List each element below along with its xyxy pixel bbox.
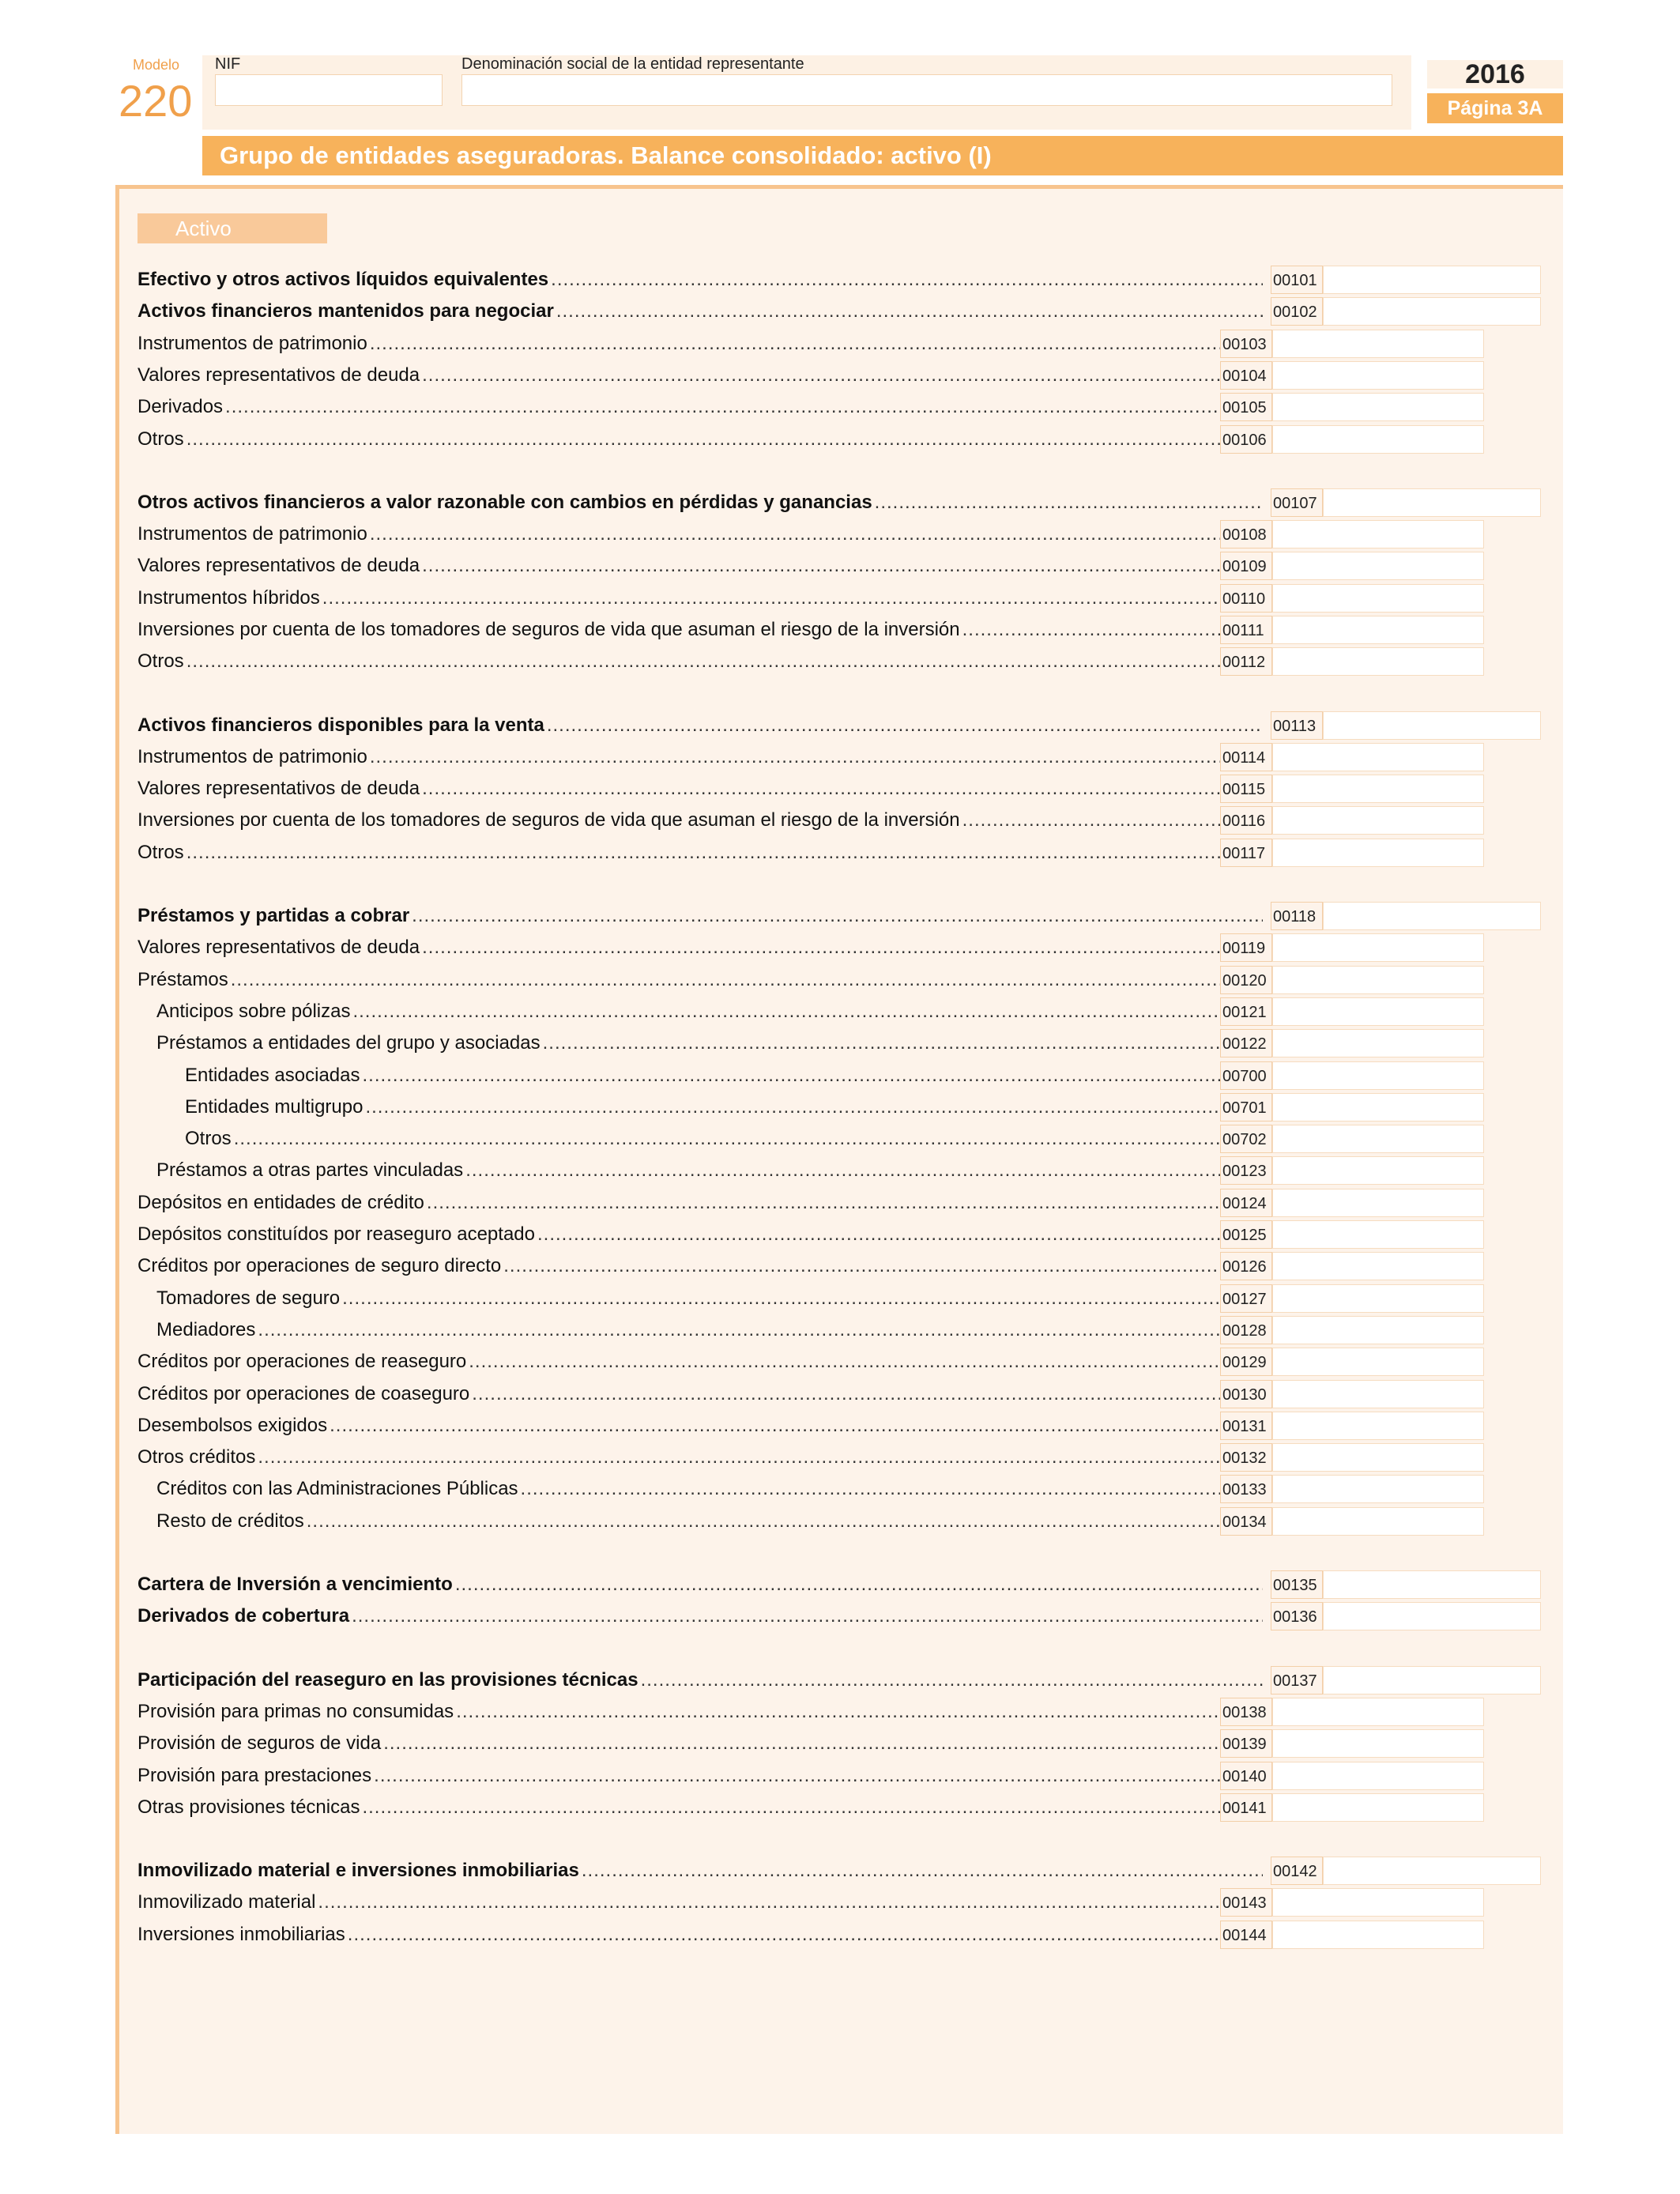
row-label-wrap xyxy=(137,1792,1220,1823)
amount-field[interactable] xyxy=(1272,1220,1484,1249)
row-label: Inversiones por cuenta de los tomadores de seguros de vida que asuman el riesgo de la inversión xyxy=(137,619,960,640)
row-label: Instrumentos de patrimonio xyxy=(137,523,367,545)
leader-dots xyxy=(348,1924,1220,1946)
box-code: 00120 xyxy=(1220,966,1272,994)
leader-dots xyxy=(362,1796,1220,1819)
amount-field[interactable] xyxy=(1272,1284,1484,1313)
box-code: 00105 xyxy=(1220,393,1272,421)
leader-dots xyxy=(465,1159,1220,1182)
amount-field[interactable] xyxy=(1323,297,1541,326)
leader-dots xyxy=(186,842,1220,864)
row-label: Entidades asociadas xyxy=(185,1065,360,1086)
leader-dots xyxy=(342,1287,1220,1310)
row-label-wrap xyxy=(137,550,1220,582)
row-label: Otros créditos xyxy=(137,1446,256,1468)
amount-field[interactable] xyxy=(1323,902,1541,930)
amount-field[interactable] xyxy=(1272,1189,1484,1217)
row-label-wrap xyxy=(137,1027,1220,1059)
box-code: 00117 xyxy=(1220,839,1272,867)
box-code: 00114 xyxy=(1220,743,1272,771)
amount-field[interactable] xyxy=(1272,1380,1484,1408)
row-label-wrap xyxy=(137,1600,1263,1632)
leader-dots xyxy=(641,1669,1263,1691)
row-label: Instrumentos híbridos xyxy=(137,587,320,609)
modelo-label: Modelo xyxy=(133,57,180,73)
row-label: Cartera de Inversión a vencimiento xyxy=(137,1574,453,1595)
leader-dots xyxy=(543,1032,1220,1054)
box-code: 00137 xyxy=(1271,1666,1323,1695)
row-label-wrap xyxy=(137,391,1220,423)
amount-field[interactable] xyxy=(1272,1475,1484,1503)
amount-field[interactable] xyxy=(1323,1570,1541,1599)
row-label: Provisión de seguros de vida xyxy=(137,1732,382,1754)
row-label-wrap xyxy=(137,1728,1220,1759)
row-label: Inmovilizado material e inversiones inmobiliarias xyxy=(137,1860,579,1881)
box-code: 00134 xyxy=(1220,1507,1272,1536)
row-label: Otras provisiones técnicas xyxy=(137,1796,360,1818)
row-label: Efectivo y otros activos líquidos equivalentes xyxy=(137,269,549,290)
box-code: 00131 xyxy=(1220,1412,1272,1440)
amount-field[interactable] xyxy=(1272,1698,1484,1726)
row-label: Derivados xyxy=(137,396,224,417)
leader-dots xyxy=(186,650,1220,673)
amount-field[interactable] xyxy=(1272,1093,1484,1122)
box-code: 00103 xyxy=(1220,330,1272,358)
leader-dots xyxy=(547,714,1263,737)
box-code: 00119 xyxy=(1220,933,1272,962)
leader-dots xyxy=(258,1319,1220,1341)
leader-dots xyxy=(875,492,1263,514)
row-label-wrap xyxy=(137,773,1220,805)
row-label: Valores representativos de deuda xyxy=(137,937,420,958)
row-label: Tomadores de seguro xyxy=(156,1287,341,1309)
row-label: Créditos por operaciones de seguro directo xyxy=(137,1255,502,1276)
row-label: Anticipos sobre pólizas xyxy=(156,1001,351,1022)
row-label-wrap xyxy=(137,1060,1220,1091)
row-label-wrap xyxy=(137,646,1220,677)
row-label-wrap xyxy=(137,1250,1220,1282)
leader-dots xyxy=(412,905,1263,927)
amount-field[interactable] xyxy=(1272,361,1484,390)
amount-field[interactable] xyxy=(1272,1412,1484,1440)
amount-field[interactable] xyxy=(1272,1507,1484,1536)
amount-field[interactable] xyxy=(1272,330,1484,358)
leader-dots xyxy=(472,1383,1220,1405)
row-label-wrap xyxy=(137,1155,1220,1186)
amount-field[interactable] xyxy=(1272,1348,1484,1376)
leader-dots xyxy=(225,396,1220,418)
amount-field[interactable] xyxy=(1272,1888,1484,1917)
row-label: Otros activos financieros a valor razonable con cambios en pérdidas y ganancias xyxy=(137,492,872,513)
row-label-wrap xyxy=(137,328,1220,360)
amount-field[interactable] xyxy=(1272,616,1484,644)
leader-dots xyxy=(503,1255,1220,1277)
box-code: 00133 xyxy=(1220,1475,1272,1503)
box-code: 00122 xyxy=(1220,1029,1272,1057)
row-label: Valores representativos de deuda xyxy=(137,778,420,799)
row-label-wrap xyxy=(137,1346,1220,1378)
amount-field[interactable] xyxy=(1272,997,1484,1026)
row-label: Activos financieros mantenidos para negociar xyxy=(137,300,554,322)
year: 2016 xyxy=(1465,59,1525,89)
amount-field[interactable] xyxy=(1272,552,1484,580)
box-code: 00138 xyxy=(1220,1698,1272,1726)
amount-field[interactable] xyxy=(1272,1729,1484,1758)
leader-dots xyxy=(322,587,1220,609)
box-code: 00143 xyxy=(1220,1888,1272,1917)
row-label-wrap xyxy=(137,837,1220,869)
row-label-wrap xyxy=(137,1473,1220,1505)
leader-dots xyxy=(582,1860,1263,1882)
leader-dots xyxy=(370,333,1220,355)
box-code: 00109 xyxy=(1220,552,1272,580)
leader-dots xyxy=(422,937,1220,959)
box-code: 00102 xyxy=(1271,297,1323,326)
row-label: Otros xyxy=(185,1128,232,1149)
subsection-label: Activo xyxy=(137,213,327,243)
leader-dots xyxy=(422,778,1220,800)
amount-field[interactable] xyxy=(1272,1793,1484,1822)
box-code: 00116 xyxy=(1220,806,1272,835)
page-badge: Página 3A xyxy=(1427,93,1563,123)
row-label-wrap xyxy=(137,518,1220,550)
box-code: 00118 xyxy=(1271,902,1323,930)
amount-field[interactable] xyxy=(1323,1857,1541,1885)
box-code: 00702 xyxy=(1220,1125,1272,1153)
leader-dots xyxy=(307,1510,1220,1532)
row-label: Préstamos y partidas a cobrar xyxy=(137,905,410,926)
amount-field[interactable] xyxy=(1272,1762,1484,1790)
row-label-wrap xyxy=(137,1187,1220,1219)
leader-dots xyxy=(234,1128,1220,1150)
row-label-wrap xyxy=(137,614,1220,646)
leader-dots xyxy=(422,555,1220,577)
box-code: 00128 xyxy=(1220,1316,1272,1344)
amount-field[interactable] xyxy=(1272,1921,1484,1949)
row-label-wrap xyxy=(137,1569,1263,1600)
leader-dots xyxy=(258,1446,1220,1468)
row-label: Provisión para primas no consumidas xyxy=(137,1701,454,1722)
row-label-wrap xyxy=(137,1506,1220,1537)
row-label-wrap xyxy=(137,296,1263,327)
amount-field[interactable] xyxy=(1272,647,1484,676)
row-label: Instrumentos de patrimonio xyxy=(137,333,367,354)
leader-dots xyxy=(370,523,1220,545)
row-label-wrap xyxy=(137,360,1220,391)
leader-dots xyxy=(456,1701,1220,1723)
box-code: 00139 xyxy=(1220,1729,1272,1758)
row-label: Participación del reaseguro en las provisiones técnicas xyxy=(137,1669,638,1691)
amount-field[interactable] xyxy=(1272,584,1484,613)
row-label-wrap xyxy=(137,741,1220,773)
leader-dots xyxy=(455,1574,1263,1596)
box-code: 00123 xyxy=(1220,1156,1272,1185)
row-label: Desembolsos exigidos xyxy=(137,1415,328,1436)
leader-dots xyxy=(962,809,1220,831)
row-label-wrap xyxy=(137,1283,1220,1314)
row-label-wrap xyxy=(137,1410,1220,1442)
modelo-number: 220 xyxy=(119,76,193,126)
box-code: 00140 xyxy=(1220,1762,1272,1790)
amount-field[interactable] xyxy=(1323,1602,1541,1630)
row-label: Créditos con las Administraciones Públicas xyxy=(156,1478,518,1499)
box-code: 00104 xyxy=(1220,361,1272,390)
box-code: 00130 xyxy=(1220,1380,1272,1408)
row-label-wrap xyxy=(137,1760,1220,1792)
leader-dots xyxy=(537,1223,1220,1246)
row-label: Préstamos xyxy=(137,969,228,990)
section-title: Grupo de entidades aseguradoras. Balance consolidado: activo (I) xyxy=(202,136,1563,175)
row-label-wrap xyxy=(137,996,1220,1027)
box-code: 00141 xyxy=(1220,1793,1272,1822)
box-code: 00101 xyxy=(1271,266,1323,294)
box-code: 00106 xyxy=(1220,425,1272,454)
row-label: Otros xyxy=(137,650,184,672)
amount-field[interactable] xyxy=(1272,1252,1484,1280)
denominacion-field[interactable] xyxy=(461,74,1392,106)
box-code: 00136 xyxy=(1271,1602,1323,1630)
row-label-wrap xyxy=(137,487,1263,518)
row-label: Provisión para prestaciones xyxy=(137,1765,372,1786)
box-code: 00701 xyxy=(1220,1093,1272,1122)
denominacion-label: Denominación social de la entidad representante xyxy=(461,55,804,73)
leader-dots xyxy=(352,1001,1220,1023)
row-label-wrap xyxy=(137,1378,1220,1410)
row-label: Instrumentos de patrimonio xyxy=(137,746,367,767)
row-label: Préstamos a otras partes vinculadas xyxy=(156,1159,464,1181)
leader-dots xyxy=(186,428,1220,450)
box-code: 00135 xyxy=(1271,1570,1323,1599)
row-label-wrap xyxy=(137,1123,1220,1155)
box-code: 00125 xyxy=(1220,1220,1272,1249)
amount-field[interactable] xyxy=(1272,933,1484,962)
row-label-wrap xyxy=(137,1919,1220,1951)
row-label: Créditos por operaciones de reaseguro xyxy=(137,1351,467,1372)
box-code: 00121 xyxy=(1220,997,1272,1026)
row-label: Créditos por operaciones de coaseguro xyxy=(137,1383,470,1404)
nif-field[interactable] xyxy=(215,74,443,106)
row-label-wrap xyxy=(137,582,1220,614)
box-code: 00700 xyxy=(1220,1061,1272,1090)
box-code: 00129 xyxy=(1220,1348,1272,1376)
amount-field[interactable] xyxy=(1272,743,1484,771)
leader-dots xyxy=(521,1478,1220,1500)
box-code: 00110 xyxy=(1220,584,1272,613)
leader-dots xyxy=(374,1765,1220,1787)
row-label: Activos financieros disponibles para la venta xyxy=(137,714,544,736)
amount-field[interactable] xyxy=(1323,488,1541,517)
amount-field[interactable] xyxy=(1272,966,1484,994)
box-code: 00112 xyxy=(1220,647,1272,676)
amount-field[interactable] xyxy=(1272,425,1484,454)
box-code: 00132 xyxy=(1220,1443,1272,1472)
amount-field[interactable] xyxy=(1323,1666,1541,1695)
row-label-wrap xyxy=(137,932,1220,963)
amount-field[interactable] xyxy=(1323,711,1541,740)
nif-label: NIF xyxy=(215,55,241,73)
leader-dots xyxy=(469,1351,1220,1373)
row-label: Valores representativos de deuda xyxy=(137,364,420,386)
row-label-wrap xyxy=(137,1664,1263,1696)
amount-field[interactable] xyxy=(1272,1061,1484,1090)
row-label-wrap xyxy=(137,900,1263,932)
amount-field[interactable] xyxy=(1272,1156,1484,1185)
amount-field[interactable] xyxy=(1272,806,1484,835)
amount-field[interactable] xyxy=(1272,1029,1484,1057)
row-label: Mediadores xyxy=(156,1319,256,1340)
box-code: 00144 xyxy=(1220,1921,1272,1949)
amount-field[interactable] xyxy=(1272,839,1484,867)
amount-field[interactable] xyxy=(1272,520,1484,548)
row-label: Otros xyxy=(137,842,184,863)
row-label: Valores representativos de deuda xyxy=(137,555,420,576)
row-label-wrap xyxy=(137,1219,1220,1250)
row-label-wrap xyxy=(137,710,1263,741)
box-code: 00107 xyxy=(1271,488,1323,517)
leader-dots xyxy=(365,1096,1220,1118)
amount-field[interactable] xyxy=(1272,1316,1484,1344)
row-label: Inmovilizado material xyxy=(137,1891,316,1913)
box-code: 00127 xyxy=(1220,1284,1272,1313)
row-label-wrap xyxy=(137,1091,1220,1123)
row-label-wrap xyxy=(137,1887,1220,1918)
box-code: 00142 xyxy=(1271,1857,1323,1885)
row-label: Depósitos en entidades de crédito xyxy=(137,1192,424,1213)
leader-dots xyxy=(422,364,1220,386)
amount-field[interactable] xyxy=(1272,1443,1484,1472)
box-code: 00113 xyxy=(1271,711,1323,740)
leader-dots xyxy=(962,619,1220,641)
amount-field[interactable] xyxy=(1272,1125,1484,1153)
leader-dots xyxy=(551,269,1263,291)
leader-dots xyxy=(370,746,1220,768)
box-code: 00126 xyxy=(1220,1252,1272,1280)
row-label: Inversiones inmobiliarias xyxy=(137,1924,345,1945)
amount-field[interactable] xyxy=(1272,775,1484,803)
row-label: Inversiones por cuenta de los tomadores de seguros de vida que asuman el riesgo de la inversión xyxy=(137,809,960,831)
box-code: 00124 xyxy=(1220,1189,1272,1217)
leader-dots xyxy=(427,1192,1220,1214)
leader-dots xyxy=(231,969,1220,991)
row-label: Entidades multigrupo xyxy=(185,1096,363,1118)
row-label-wrap xyxy=(137,805,1220,836)
leader-dots xyxy=(556,300,1263,322)
row-label: Resto de créditos xyxy=(156,1510,304,1532)
leader-dots xyxy=(318,1891,1220,1913)
row-label-wrap xyxy=(137,1442,1220,1473)
amount-field[interactable] xyxy=(1272,393,1484,421)
box-code: 00111 xyxy=(1220,616,1272,644)
row-label: Depósitos constituídos por reaseguro aceptado xyxy=(137,1223,535,1245)
box-code: 00108 xyxy=(1220,520,1272,548)
row-label: Otros xyxy=(137,428,184,450)
row-label-wrap xyxy=(137,424,1220,455)
leader-dots xyxy=(362,1065,1220,1087)
row-label: Derivados de cobertura xyxy=(137,1605,350,1627)
leader-dots xyxy=(383,1732,1220,1755)
row-label: Préstamos a entidades del grupo y asociadas xyxy=(156,1032,541,1054)
row-label-wrap xyxy=(137,1314,1220,1346)
row-label-wrap xyxy=(137,964,1220,996)
row-label-wrap xyxy=(137,1855,1263,1887)
row-label-wrap xyxy=(137,1696,1220,1728)
amount-field[interactable] xyxy=(1323,266,1541,294)
leader-dots xyxy=(352,1605,1263,1627)
leader-dots xyxy=(330,1415,1220,1437)
row-label-wrap xyxy=(137,264,1263,296)
box-code: 00115 xyxy=(1220,775,1272,803)
